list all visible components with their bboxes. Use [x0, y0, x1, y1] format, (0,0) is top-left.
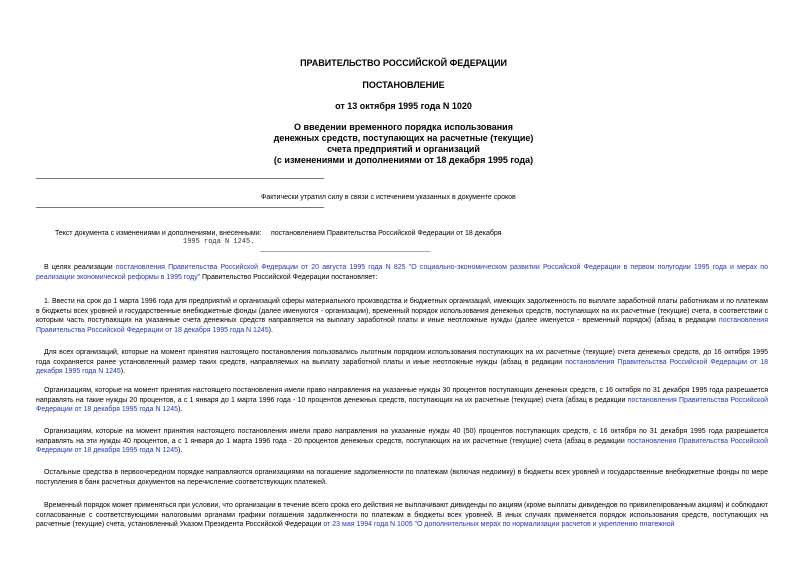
law-reference-link[interactable]: постановления Правительства Российской Федерации от 18 декабря 1995 года N 1245 — [36, 437, 768, 455]
amendments-continuation: 1995 года N 1245. — [183, 238, 255, 246]
doc-type-heading: ПОСТАНОВЛЕНИЕ — [362, 80, 445, 90]
paragraph: Для всех организаций, которые на момент принятия настоящего постановления пользовались льготным порядком использования поступающих на их расчетные (текущие) счета денежных средств, до 16 октября 1995 года сохраняется ранее установленный размер таких средств, направляемых на выплату заработной платы и иные неотложные нужды (абзац в редакции постановления Правительства Российской Федерации от 18 декабря 1995 года N 1245). — [36, 349, 768, 376]
paragraph: Организациям, которые на момент принятия настоящего постановления имели право направления на указанные нужды 40 (50) процентов поступающих средств, с 16 октября по 31 декабря 1995 года разрешается направлять на эти нужды 40 процентов, а с 1 января до 1 марта 1996 года - 20 процентов денежных средств, поступающих на их расчетные (текущие) счета (абзац в редакции постановления Правительства Российской Федерации от 18 декабря 1995 года N 1245). — [36, 428, 768, 455]
title-line: счета предприятий и организаций — [327, 144, 480, 154]
divider — [36, 178, 324, 179]
title-line: О введении временного порядка использования — [294, 122, 513, 132]
law-reference-link[interactable]: постановления Правительства Российской Федерации от 18 декабря 1995 года N 1245 — [36, 317, 768, 334]
amendments-label: Текст документа с изменениями и дополнениями, внесенными: — [55, 230, 262, 237]
paragraph: Временный порядок может применяться при условии, что организации в течение всего срока его действия не выплачивают дивиденды по акциям (кроме выплаты дивидендов по привилегированным акциям) и соблюдают согласованные с соответствующими налоговыми органами графики погашения задолженности по платежам в бюджеты всех уровней. В иных случаях применяется порядок использования средств, поступающих на расчетные (текущие) счета, установленный Указом Президента Российской Федерации от 23 мая 1994 года N 1005 "О дополнительных мерах по нормализации расчетов и укреплению платежной — [36, 502, 768, 529]
decree-reference-link[interactable]: от 23 мая 1994 года N 1005 "О дополнительных мерах по нормализации расчетов и укреплению платежной — [323, 521, 675, 529]
divider — [36, 207, 324, 208]
paragraph: В целях реализации постановления Правительства Российской Федерации от 20 августа 1995 года N 825 "О социально-экономическом развитии Российской Федерации в первом полугодии 1995 года и мерах по реализации экономической реформы в 1995 году" Правительство Российской Федерации постановляет: — [36, 264, 768, 281]
paragraph: Организациям, которые на момент принятия настоящего постановления имели право направления на указанные нужды 30 процентов поступающих денежных средств, с 16 октября по 31 декабря 1995 года разрешается направлять на такие нужды 20 процентов, а с 1 января до 1 марта 1996 года - 10 процентов денежных средств, поступающих на их расчетные (текущие) счета (абзац в редакции постановления Правительства Российской Федерации от 18 декабря 1995 года N 1245). — [36, 387, 768, 414]
paragraph: 1. Ввести на срок до 1 марта 1996 года для предприятий и организаций сферы материального производства и бюджетных организаций, имеющих задолженность по выплате заработной платы работникам и по платежам в бюджеты всех уровней и государственные внебюджетные фонды (далее именуются - организации), временный порядок использования денежных средств, поступающих на их расчетные (текущие) счета, в соответствии с которым часть поступающих на указанные счета денежных средств направляется на выплату заработной платы и иные неотложные нужды (далее именуется - временный порядок) (абзац в редакции постановления Правительства Российской Федерации от 18 декабря 1995 года N 1245). — [36, 298, 768, 334]
divider — [260, 251, 430, 252]
title-line: денежных средств, поступающих на расчетные (текущие) — [273, 133, 534, 143]
amendments-value: постановлением Правительства Российской Федерации от 18 декабря — [271, 230, 502, 237]
law-reference-link[interactable]: постановления Правительства Российской Федерации от 18 декабря 1995 года N 1245 — [36, 358, 768, 376]
date-number-heading: от 13 октября 1995 года N 1020 — [335, 101, 472, 111]
law-reference-link[interactable]: постановления Правительства Российской Федерации от 18 декабря 1995 года N 1245 — [36, 396, 768, 414]
title-line: (с изменениями и дополнениями от 18 декабря 1995 года) — [273, 155, 534, 165]
law-reference-link[interactable]: постановления Правительства Российской Федерации от 20 августа 1995 года N 825 "О социально-экономическом развитии Российской Федерации в первом полугодии 1995 года и мерах по реализации экономической реформы в 1995 году" — [36, 264, 768, 281]
status-note: Фактически утратил силу в связи с истечением указанных в документе сроков — [261, 194, 516, 201]
org-heading: ПРАВИТЕЛЬСТВО РОССИЙСКОЙ ФЕДЕРАЦИИ — [300, 58, 507, 68]
paragraph: Остальные средства в первоочередном порядке направляются организациями на погашение задолженности по платежам (включая недоимку) в бюджеты всех уровней и государственные внебюджетные фонды по мере поступления в банк расчетных документов на перечисление соответствующих платежей. — [36, 469, 768, 486]
